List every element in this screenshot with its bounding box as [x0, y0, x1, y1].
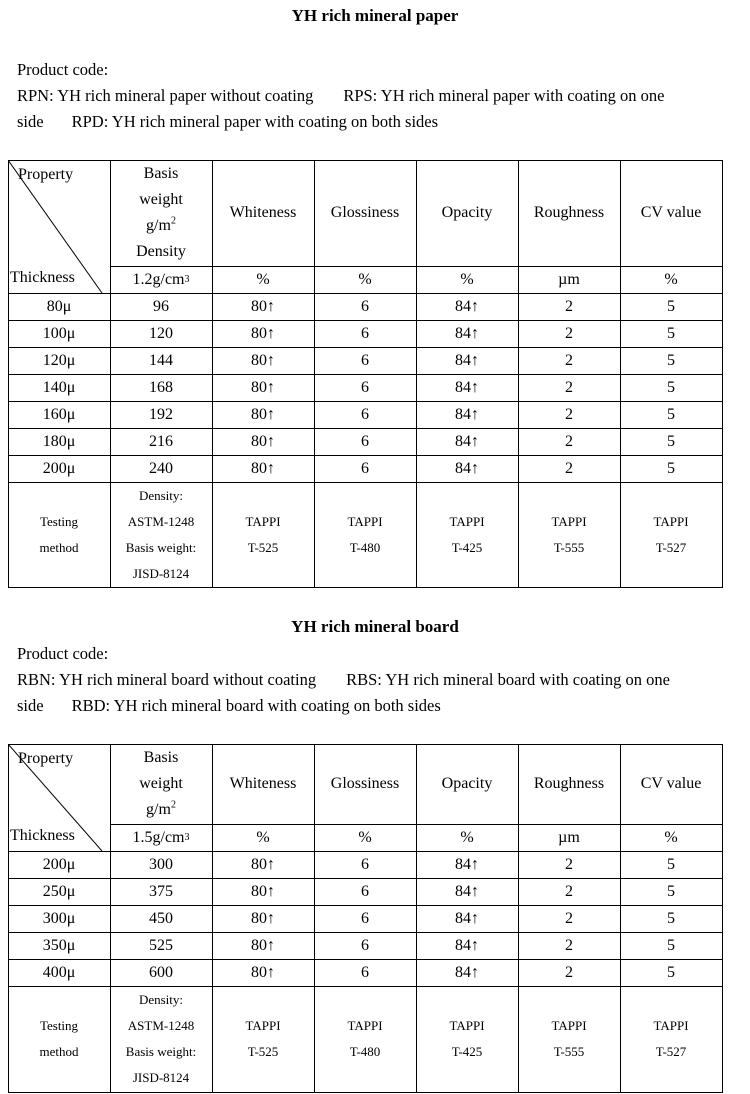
testing-method-label — [8, 482, 110, 587]
cell-opacity: 84↑ — [455, 936, 479, 954]
density-unit: 1.2g/cm 3 — [110, 266, 212, 293]
column-header: CV value — [640, 204, 702, 221]
method-line: TAPPI — [449, 513, 485, 529]
weight-word: weight — [139, 775, 183, 792]
cell-roughness: 2 — [565, 459, 573, 477]
cell-cv: 5 — [667, 405, 675, 423]
method-line: T-525 — [247, 1044, 279, 1059]
method-line: TAPPI — [245, 1018, 281, 1033]
cell-cv: 5 — [667, 459, 675, 477]
basis-weight-methods — [110, 986, 212, 1092]
cell-roughness: 2 — [565, 909, 573, 927]
method-line: ASTM-1248 — [127, 513, 195, 529]
gm-exponent: 2 — [170, 215, 176, 227]
cell-glossiness: 6 — [361, 297, 369, 315]
cell-roughness: 2 — [565, 405, 573, 423]
cell-cv: 5 — [667, 324, 675, 342]
column-unit: µm — [558, 828, 580, 846]
cell-whiteness: 80↑ — [251, 351, 275, 369]
column-header: CV value — [640, 775, 702, 792]
cell-opacity: 84↑ — [455, 882, 479, 900]
method-line: ASTM-1248 — [127, 1018, 195, 1033]
method-line: T-480 — [349, 539, 381, 555]
basis-weight-methods — [110, 482, 212, 587]
cell-whiteness: 80↑ — [251, 378, 275, 396]
density-unit: 1.5g/cm 3 — [110, 824, 212, 851]
cell-cv: 5 — [667, 882, 675, 900]
cell-whiteness: 80↑ — [251, 963, 275, 981]
method-line: Basis weight: — [125, 1044, 197, 1059]
column-header: Whiteness — [229, 775, 297, 792]
code-rbs-cont: side — [17, 696, 44, 715]
gm-text: g/m — [146, 801, 171, 818]
method-line: T-525 — [247, 539, 279, 555]
cell-basis-weight: 192 — [149, 405, 173, 423]
cell-thickness: 400μ — [42, 963, 76, 981]
method-line: TAPPI — [551, 513, 587, 529]
cell-roughness: 2 — [565, 324, 573, 342]
method-line: Density: — [138, 487, 184, 503]
cell-thickness: 100μ — [42, 324, 76, 342]
cell-cv: 5 — [667, 351, 675, 369]
column-header: Roughness — [533, 775, 605, 792]
column-header: Opacity — [441, 204, 493, 221]
column-unit: % — [256, 270, 270, 288]
gm-unit — [146, 797, 176, 823]
cell-opacity: 84↑ — [455, 909, 479, 927]
method-line: JISD-8124 — [132, 1070, 190, 1085]
thickness-label: Thickness — [10, 269, 75, 286]
cell-whiteness: 80↑ — [251, 297, 275, 315]
tappi-method — [620, 482, 722, 587]
method-line: TAPPI — [245, 513, 281, 529]
column-header: Whiteness — [229, 204, 297, 221]
tappi-method — [212, 482, 314, 587]
method-line: T-555 — [553, 1044, 585, 1059]
cell-basis-weight: 600 — [149, 963, 173, 981]
board-title: YH rich mineral board — [291, 617, 459, 636]
gm-exponent: 2 — [170, 799, 176, 811]
column-unit: µm — [558, 270, 580, 288]
cell-cv: 5 — [667, 297, 675, 315]
testing-label-line: Testing — [39, 1018, 79, 1033]
cell-roughness: 2 — [565, 882, 573, 900]
tappi-method — [620, 986, 722, 1092]
column-header: Opacity — [441, 775, 493, 792]
cell-thickness: 350μ — [42, 936, 76, 954]
cell-whiteness: 80↑ — [251, 882, 275, 900]
cell-glossiness: 6 — [361, 432, 369, 450]
column-unit: % — [460, 270, 474, 288]
cell-whiteness: 80↑ — [251, 324, 275, 342]
column-unit: % — [358, 828, 372, 846]
cell-thickness: 250μ — [42, 882, 76, 900]
cell-opacity: 84↑ — [455, 351, 479, 369]
product-code-label: Product code: — [17, 60, 109, 79]
cell-whiteness: 80↑ — [251, 855, 275, 873]
cell-cv: 5 — [667, 432, 675, 450]
tappi-method — [212, 986, 314, 1092]
cell-whiteness: 80↑ — [251, 909, 275, 927]
cell-thickness: 80μ — [46, 297, 72, 315]
cell-thickness: 140μ — [42, 378, 76, 396]
cell-opacity: 84↑ — [455, 405, 479, 423]
cell-glossiness: 6 — [361, 378, 369, 396]
cell-basis-weight: 525 — [149, 936, 173, 954]
method-line: T-527 — [655, 1044, 687, 1059]
cell-glossiness: 6 — [361, 909, 369, 927]
method-line: T-527 — [655, 539, 687, 555]
cell-roughness: 2 — [565, 855, 573, 873]
cell-opacity: 84↑ — [455, 963, 479, 981]
cell-opacity: 84↑ — [455, 459, 479, 477]
cell-basis-weight: 216 — [149, 432, 173, 450]
property-label: Property — [18, 166, 74, 183]
cell-opacity: 84↑ — [455, 297, 479, 315]
basis-weight-header — [110, 744, 212, 824]
cell-thickness: 160μ — [42, 405, 76, 423]
cell-cv: 5 — [667, 963, 675, 981]
cell-opacity: 84↑ — [455, 432, 479, 450]
cell-basis-weight: 144 — [149, 351, 173, 369]
code-rpn: RPN: YH rich mineral paper without coating — [17, 86, 314, 105]
cell-roughness: 2 — [565, 351, 573, 369]
code-rbn: RBN: YH rich mineral board without coating — [17, 670, 317, 689]
tappi-method — [518, 482, 620, 587]
tappi-method — [314, 986, 416, 1092]
method-line: Density: — [138, 992, 184, 1007]
cell-thickness: 180μ — [42, 432, 76, 450]
method-line: T-480 — [349, 1044, 381, 1059]
cell-whiteness: 80↑ — [251, 405, 275, 423]
property-label: Property — [18, 750, 74, 767]
cell-roughness: 2 — [565, 297, 573, 315]
code-rbd: RBD: YH rich mineral board with coating on both sides — [71, 696, 441, 715]
cell-glossiness: 6 — [361, 324, 369, 342]
cell-basis-weight: 96 — [153, 297, 169, 315]
tappi-method — [518, 986, 620, 1092]
cell-basis-weight: 300 — [149, 855, 173, 873]
cell-glossiness: 6 — [361, 882, 369, 900]
paper-title: YH rich mineral paper — [291, 6, 459, 25]
code-rps-cont: side — [17, 112, 44, 131]
cell-glossiness: 6 — [361, 936, 369, 954]
testing-label-line: Testing — [39, 513, 79, 529]
density-unit-text: 1.2g/cm — [132, 270, 185, 288]
cell-glossiness: 6 — [361, 405, 369, 423]
cell-cv: 5 — [667, 909, 675, 927]
cell-cv: 5 — [667, 378, 675, 396]
column-header: Roughness — [533, 204, 605, 221]
cell-roughness: 2 — [565, 963, 573, 981]
gm-unit — [146, 213, 176, 239]
thickness-label: Thickness — [10, 827, 75, 844]
code-rbs: RBS: YH rich mineral board with coating on one — [346, 670, 670, 689]
method-line: T-425 — [451, 1044, 483, 1059]
cell-basis-weight: 120 — [149, 324, 173, 342]
column-header: Glossiness — [330, 204, 400, 221]
cell-basis-weight: 168 — [149, 378, 173, 396]
tappi-method — [416, 986, 518, 1092]
method-line: T-555 — [553, 539, 585, 555]
weight-word: weight — [139, 191, 183, 208]
cell-glossiness: 6 — [361, 351, 369, 369]
tappi-method — [416, 482, 518, 587]
cell-basis-weight: 450 — [149, 909, 173, 927]
method-line: TAPPI — [347, 513, 383, 529]
method-line: T-425 — [451, 539, 483, 555]
cell-whiteness: 80↑ — [251, 936, 275, 954]
method-line: JISD-8124 — [132, 565, 190, 581]
board-product-code — [17, 641, 727, 719]
cell-roughness: 2 — [565, 378, 573, 396]
column-unit: % — [358, 270, 372, 288]
cell-roughness: 2 — [565, 936, 573, 954]
column-unit: % — [460, 828, 474, 846]
testing-method-label — [8, 986, 110, 1092]
density-word: Density — [136, 243, 186, 260]
method-line: TAPPI — [551, 1018, 587, 1033]
cell-glossiness: 6 — [361, 855, 369, 873]
cell-thickness: 200μ — [42, 459, 76, 477]
cell-basis-weight: 375 — [149, 882, 173, 900]
cell-cv: 5 — [667, 855, 675, 873]
code-rpd: RPD: YH rich mineral paper with coating on both sides — [71, 112, 439, 131]
paper-product-code — [17, 57, 727, 135]
column-unit: % — [256, 828, 270, 846]
cell-roughness: 2 — [565, 432, 573, 450]
tappi-method — [314, 482, 416, 587]
cell-thickness: 200μ — [42, 855, 76, 873]
method-line: TAPPI — [653, 513, 689, 529]
cell-thickness: 300μ — [42, 909, 76, 927]
method-line: TAPPI — [653, 1018, 689, 1033]
cell-whiteness: 80↑ — [251, 432, 275, 450]
gm-text: g/m — [146, 217, 171, 234]
cell-cv: 5 — [667, 936, 675, 954]
cell-opacity: 84↑ — [455, 378, 479, 396]
density-unit-text: 1.5g/cm — [132, 828, 185, 846]
testing-label-line: method — [39, 1044, 79, 1059]
basis-weight-header — [110, 160, 212, 266]
cell-opacity: 84↑ — [455, 324, 479, 342]
code-rps: RPS: YH rich mineral paper with coating on one — [343, 86, 665, 105]
cell-thickness: 120μ — [42, 351, 76, 369]
cell-glossiness: 6 — [361, 963, 369, 981]
cell-basis-weight: 240 — [149, 459, 173, 477]
method-line: TAPPI — [449, 1018, 485, 1033]
column-header: Glossiness — [330, 775, 400, 792]
column-unit: % — [664, 270, 678, 288]
method-line: TAPPI — [347, 1018, 383, 1033]
cell-opacity: 84↑ — [455, 855, 479, 873]
product-code-label: Product code: — [17, 644, 109, 663]
basis-word: Basis — [143, 749, 179, 766]
cell-glossiness: 6 — [361, 459, 369, 477]
basis-word: Basis — [143, 165, 179, 182]
method-line: Basis weight: — [125, 539, 197, 555]
cell-whiteness: 80↑ — [251, 459, 275, 477]
column-unit: % — [664, 828, 678, 846]
testing-label-line: method — [39, 539, 79, 555]
